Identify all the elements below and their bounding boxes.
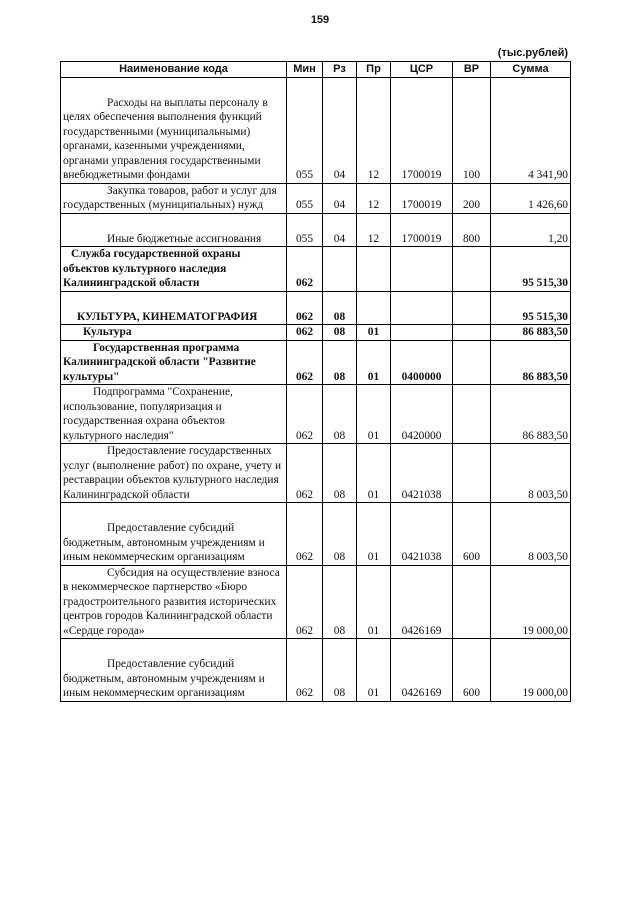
- row-min: 062: [287, 385, 323, 444]
- table-row: [61, 213, 571, 247]
- row-vr: 200: [453, 183, 491, 213]
- row-rz: [323, 247, 357, 292]
- table-row: [61, 325, 571, 341]
- row-name: Закупка товаров, работ и услуг для государственных (муниципальных) нужд: [61, 183, 287, 213]
- row-rz: 08: [323, 503, 357, 566]
- row-pr: 01: [357, 444, 391, 503]
- row-name: Иные бюджетные ассигнования: [61, 213, 287, 247]
- row-min: 055: [287, 213, 323, 247]
- row-min: 062: [287, 639, 323, 702]
- row-vr: [453, 325, 491, 341]
- row-pr: 12: [357, 77, 391, 183]
- row-rz: 08: [323, 639, 357, 702]
- row-csr: 0420000: [391, 385, 453, 444]
- row-sum: 86 883,50: [491, 325, 571, 341]
- row-csr: 0426169: [391, 565, 453, 639]
- row-vr: 800: [453, 213, 491, 247]
- row-csr: 0421038: [391, 444, 453, 503]
- units-label: (тыс.рублей): [497, 47, 568, 59]
- row-min: 062: [287, 291, 323, 325]
- row-min: 062: [287, 444, 323, 503]
- row-vr: 600: [453, 639, 491, 702]
- row-name: Государственная программа Калининградской области "Развитие культуры": [61, 340, 287, 385]
- row-name: Подпрограмма "Сохранение, использование, популяризация и государственная охрана объектов культурного наследия": [61, 385, 287, 444]
- header-rz: Рз: [323, 62, 357, 78]
- row-min: 055: [287, 77, 323, 183]
- row-csr: 1700019: [391, 77, 453, 183]
- row-vr: 600: [453, 503, 491, 566]
- row-vr: 100: [453, 77, 491, 183]
- row-min: 062: [287, 325, 323, 341]
- page-number: 159: [310, 14, 330, 26]
- header-name: Наименование кода: [61, 62, 287, 78]
- row-vr: [453, 291, 491, 325]
- table-row: [61, 503, 571, 566]
- row-csr: [391, 325, 453, 341]
- row-sum: 95 515,30: [491, 291, 571, 325]
- budget-table: [60, 61, 571, 702]
- row-vr: [453, 247, 491, 292]
- row-name: Расходы на выплаты персоналу в целях обеспечения выполнения функций государственными (муниципальными) органами, казенными учреждениями, органами управления государственными внебюджетными фондами: [61, 77, 287, 183]
- row-rz: 08: [323, 340, 357, 385]
- row-rz: 08: [323, 291, 357, 325]
- row-pr: [357, 247, 391, 292]
- row-rz: 08: [323, 325, 357, 341]
- row-name: Служба государственной охраны объектов культурного наследия Калининградской области: [61, 247, 287, 292]
- row-csr: 0400000: [391, 340, 453, 385]
- table-row: [61, 565, 571, 639]
- row-vr: [453, 565, 491, 639]
- row-name: КУЛЬТУРА, КИНЕМАТОГРАФИЯ: [61, 291, 287, 325]
- row-pr: 01: [357, 340, 391, 385]
- row-pr: 01: [357, 325, 391, 341]
- row-pr: 12: [357, 183, 391, 213]
- row-csr: [391, 247, 453, 292]
- row-min: 062: [287, 565, 323, 639]
- table-row: [61, 183, 571, 213]
- table-row: [61, 247, 571, 292]
- row-rz: 04: [323, 77, 357, 183]
- header-min: Мин: [287, 62, 323, 78]
- table-row: [61, 77, 571, 183]
- header-csr: ЦСР: [391, 62, 453, 78]
- row-sum: 86 883,50: [491, 385, 571, 444]
- row-csr: 0426169: [391, 639, 453, 702]
- row-csr: 0421038: [391, 503, 453, 566]
- header-pr: Пр: [357, 62, 391, 78]
- row-sum: 19 000,00: [491, 639, 571, 702]
- row-sum: 95 515,30: [491, 247, 571, 292]
- row-vr: [453, 385, 491, 444]
- table-row: [61, 291, 571, 325]
- row-min: 055: [287, 183, 323, 213]
- row-sum: 1,20: [491, 213, 571, 247]
- row-csr: 1700019: [391, 183, 453, 213]
- row-sum: 8 003,50: [491, 444, 571, 503]
- row-sum: 1 426,60: [491, 183, 571, 213]
- row-rz: 08: [323, 444, 357, 503]
- table-row: [61, 639, 571, 702]
- row-name: Субсидия на осуществление взноса в некоммерческое партнерство «Бюро градостроительного развития исторических центров городов Калининградской области «Сердце города»: [61, 565, 287, 639]
- row-rz: 04: [323, 213, 357, 247]
- row-pr: 01: [357, 565, 391, 639]
- row-pr: 01: [357, 503, 391, 566]
- row-pr: 01: [357, 385, 391, 444]
- table-row: [61, 385, 571, 444]
- row-min: 062: [287, 503, 323, 566]
- row-name: Предоставление субсидий бюджетным, автономным учреждениям и иным некоммерческим организациям: [61, 639, 287, 702]
- row-name: Культура: [61, 325, 287, 341]
- row-min: 062: [287, 340, 323, 385]
- table-row: [61, 340, 571, 385]
- row-sum: 19 000,00: [491, 565, 571, 639]
- row-name: Предоставление субсидий бюджетным, автономным учреждениям и иным некоммерческим организациям: [61, 503, 287, 566]
- header-sum: Сумма: [491, 62, 571, 78]
- row-min: 062: [287, 247, 323, 292]
- table-header-row: [61, 62, 571, 78]
- row-sum: 8 003,50: [491, 503, 571, 566]
- row-vr: [453, 340, 491, 385]
- row-pr: [357, 291, 391, 325]
- row-pr: 01: [357, 639, 391, 702]
- row-csr: 1700019: [391, 213, 453, 247]
- row-rz: 04: [323, 183, 357, 213]
- row-sum: 4 341,90: [491, 77, 571, 183]
- row-rz: 08: [323, 565, 357, 639]
- row-csr: [391, 291, 453, 325]
- header-vr: ВР: [453, 62, 491, 78]
- row-rz: 08: [323, 385, 357, 444]
- row-name: Предоставление государственных услуг (выполнение работ) по охране, учету и реставрации объектов культурного наследия Калининградской области: [61, 444, 287, 503]
- row-sum: 86 883,50: [491, 340, 571, 385]
- table-row: [61, 444, 571, 503]
- row-vr: [453, 444, 491, 503]
- row-pr: 12: [357, 213, 391, 247]
